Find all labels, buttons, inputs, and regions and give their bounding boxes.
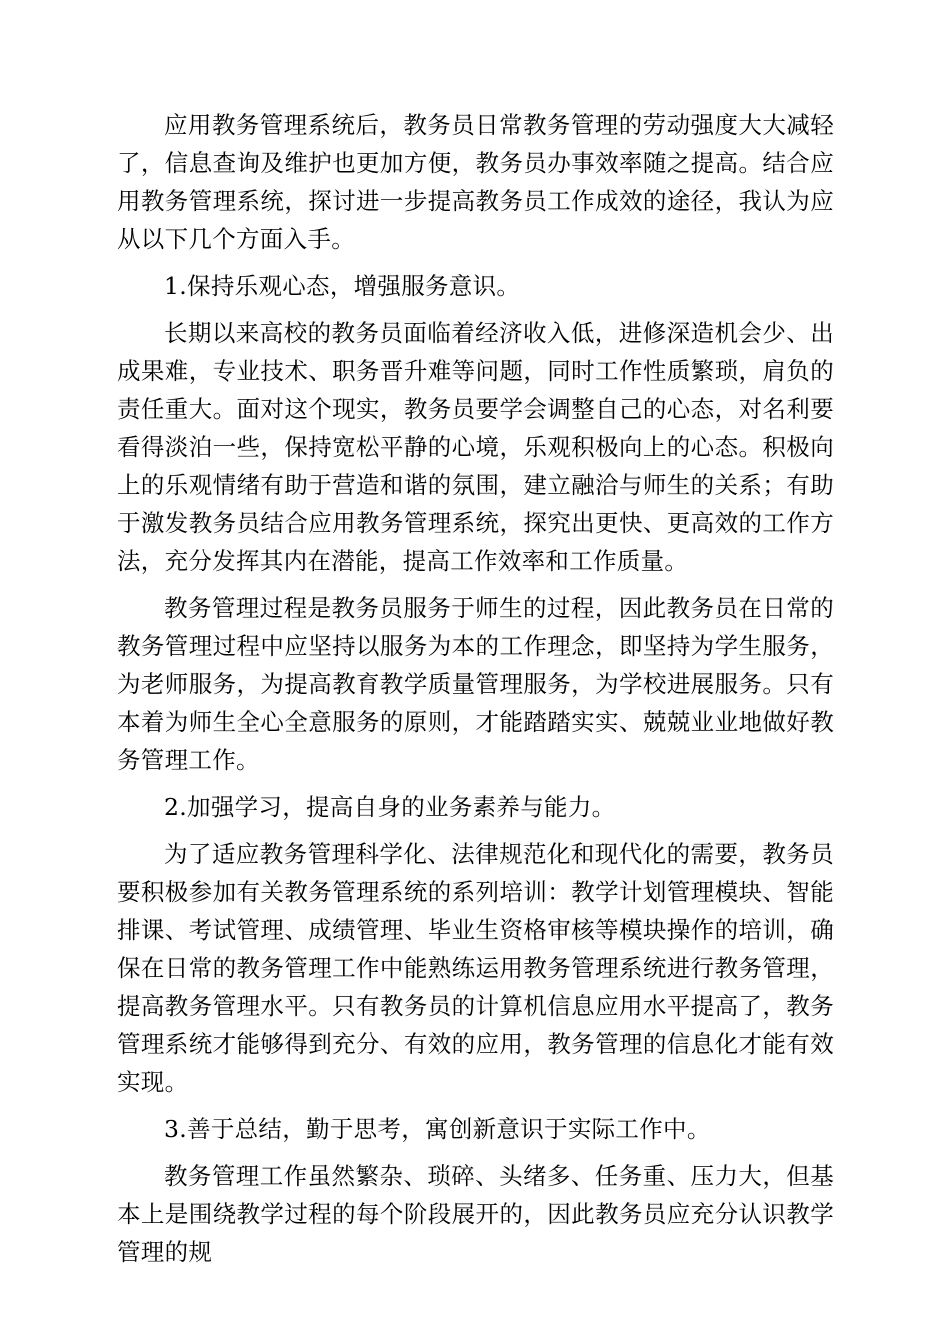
section-heading-1: 1.保持乐观心态，增强服务意识。 [164, 272, 521, 300]
section-heading-3: 3.善于总结，勤于思考，寓创新意识于实际工作中。 [164, 1115, 711, 1143]
section-heading-2: 2.加强学习，提高自身的业务素养与能力。 [164, 793, 616, 821]
document-page [117, 106, 834, 1280]
paragraph-section-1b: 教务管理过程是教务员服务于师生的过程，因此教务员在日常的教务管理过程中应坚持以服务为本的工作理念，即坚持为学生服务，为老师服务，为提高教育教学质量管理服务，为学校进展服务。只有本着为师生全心全意服务的原则，才能踏踏实实、兢兢业业地做好教务管理工作。 [117, 594, 834, 774]
paragraph-intro: 应用教务管理系统后，教务员日常教务管理的劳动强度大大减轻了，信息查询及维护也更加方便，教务员办事效率随之提高。结合应用教务管理系统，探讨进一步提高教务员工作成效的途径，我认为应从以下几个方面入手。 [117, 111, 834, 253]
paragraph-section-1a: 长期以来高校的教务员面临着经济收入低，进修深造机会少、出成果难，专业技术、职务晋升难等问题，同时工作性质繁琐，肩负的责任重大。面对这个现实，教务员要学会调整自己的心态，对名利要看得淡泊一些，保持宽松平静的心境，乐观积极向上的心态。积极向上的乐观情绪有助于营造和谐的氛围，建立融洽与师生的关系；有助于激发教务员结合应用教务管理系统，探究出更快、更高效的工作方法，充分发挥其内在潜能，提高工作效率和工作质量。 [117, 319, 834, 575]
paragraph-section-2: 为了适应教务管理科学化、法律规范化和现代化的需要，教务员要积极参加有关教务管理系统的系列培训：教学计划管理模块、智能排课、考试管理、成绩管理、毕业生资格审核等模块操作的培训，确保在日常的教务管理工作中能熟练运用教务管理系统进行教务管理，提高教务管理水平。只有教务员的计算机信息应用水平提高了，教务管理系统才能够得到充分、有效的应用，教务管理的信息化才能有效实现。 [117, 840, 834, 1096]
paragraph-section-3: 教务管理工作虽然繁杂、琐碎、头绪多、任务重、压力大，但基本上是围绕教学过程的每个阶段展开的，因此教务员应充分认识教学管理的规 [117, 1162, 834, 1266]
